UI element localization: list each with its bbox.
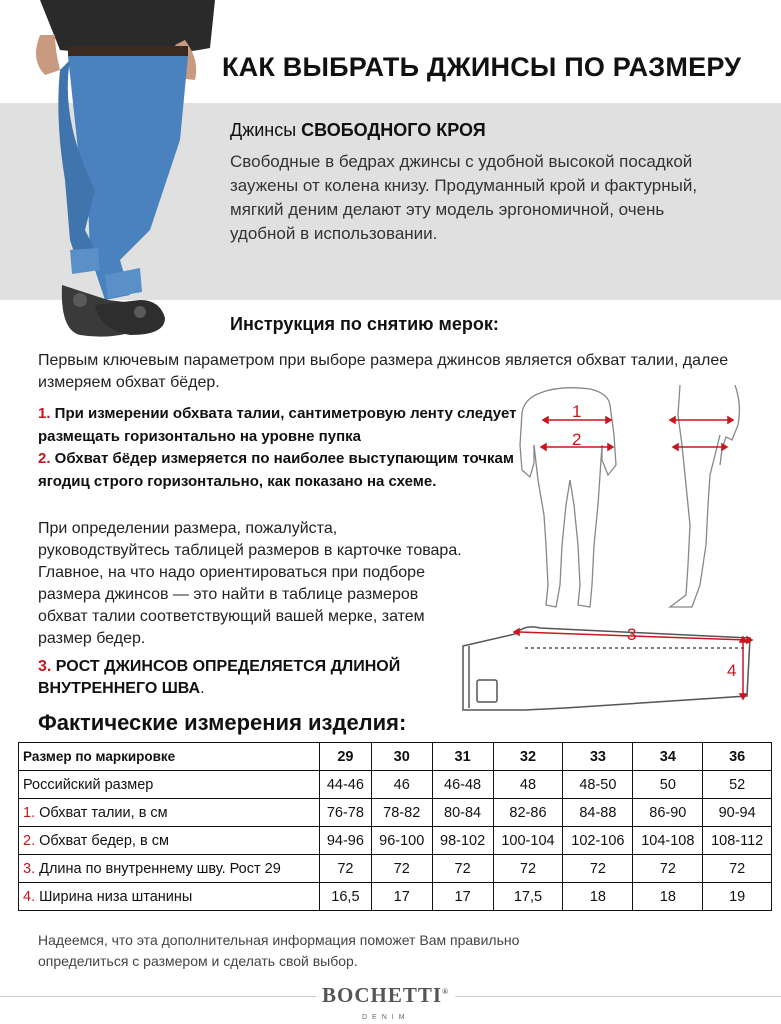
size-header-cell: 30 <box>371 743 432 771</box>
footer-note: Надеемся, что эта дополнительная информация поможет Вам правильно определиться с размером и сделать свой выбор. <box>38 932 520 969</box>
value-cell: 17 <box>432 883 493 911</box>
value-cell: 102-106 <box>563 827 633 855</box>
page-title: КАК ВЫБРАТЬ ДЖИНСЫ ПО РАЗМЕРУ <box>222 52 742 82</box>
value-cell: 19 <box>703 883 772 911</box>
value-cell: 72 <box>320 855 372 883</box>
table-row <box>19 883 772 911</box>
value-cell: 76-78 <box>320 799 372 827</box>
row-number: 1. <box>23 804 36 821</box>
body-measurement-diagram <box>510 385 770 615</box>
table-title: Фактические измерения изделия: <box>38 710 407 735</box>
row-label-cell <box>19 799 320 827</box>
subtitle-bold: СВОБОДНОГО КРОЯ <box>301 120 486 140</box>
value-cell: 72 <box>432 855 493 883</box>
row-label-cell <box>19 883 320 911</box>
pants-label-3: 3 <box>627 625 637 644</box>
size-header-cell: 36 <box>703 743 772 771</box>
step3-number: 3. <box>38 658 52 675</box>
row-label: Ширина низа штанины <box>35 888 193 905</box>
step3-inseam <box>38 656 458 700</box>
value-cell: 84-88 <box>563 799 633 827</box>
jeans-description: Свободные в бедрах джинсы с удобной высокой посадкой заужены от колена книзу. Продуманный крой и фактурный, мягкий деним делают эту модель эргономичной, очень удобной в использовании. <box>230 152 698 243</box>
size-header-cell: 32 <box>493 743 563 771</box>
size-table <box>18 742 772 911</box>
value-cell: 44-46 <box>320 771 372 799</box>
row-number: 2. <box>23 832 36 849</box>
value-cell: 90-94 <box>703 799 772 827</box>
instructions-title: Инструкция по снятию мерок: <box>230 314 499 334</box>
size-header-cell: 29 <box>320 743 372 771</box>
step3-end: . <box>200 680 205 697</box>
step3-text: РОСТ ДЖИНСОВ ОПРЕДЕЛЯЕТСЯ ДЛИНОЙ ВНУТРЕННЕГО ШВА <box>38 658 401 697</box>
row-number: 4. <box>23 888 36 905</box>
value-cell: 18 <box>633 883 703 911</box>
size-header-cell: 33 <box>563 743 633 771</box>
brand-name: BOCHETTI <box>322 983 443 1007</box>
value-cell: 108-112 <box>703 827 772 855</box>
value-cell: 98-102 <box>432 827 493 855</box>
value-cell: 80-84 <box>432 799 493 827</box>
value-cell: 72 <box>633 855 703 883</box>
instructions-intro: Первым ключевым параметром при выборе размера джинсов является обхват талии, далее измеряем обхват бёдер. <box>38 352 729 391</box>
step1-number: 1. <box>38 405 51 422</box>
row-label: Обхват бедер, в см <box>35 832 169 849</box>
table-header-row <box>19 743 772 771</box>
row-label: Российский размер <box>23 776 154 793</box>
brand-mark: ® <box>442 987 450 996</box>
value-cell: 72 <box>563 855 633 883</box>
value-cell: 78-82 <box>371 799 432 827</box>
subtitle-prefix: Джинсы <box>230 120 302 140</box>
row-label-cell <box>19 827 320 855</box>
value-cell: 46 <box>371 771 432 799</box>
value-cell: 72 <box>371 855 432 883</box>
step2-text: Обхват бёдер измеряется по наиболее выступающим точкам ягодиц строго горизонтально, как показано на схеме. <box>38 450 514 490</box>
jeans-type-heading <box>230 120 486 141</box>
measure-steps <box>38 403 518 493</box>
value-cell: 17,5 <box>493 883 563 911</box>
value-cell: 48 <box>493 771 563 799</box>
pants-label-4: 4 <box>727 661 737 680</box>
row-number: 3. <box>23 860 36 877</box>
brand-subtitle: DENIM <box>362 1014 410 1021</box>
table-row <box>19 771 772 799</box>
value-cell: 94-96 <box>320 827 372 855</box>
value-cell: 100-104 <box>493 827 563 855</box>
value-cell: 17 <box>371 883 432 911</box>
row-label: Обхват талии, в см <box>35 804 168 821</box>
value-cell: 72 <box>703 855 772 883</box>
row-label-cell <box>19 771 320 799</box>
value-cell: 16,5 <box>320 883 372 911</box>
table-row <box>19 799 772 827</box>
body-label-2: 2 <box>572 430 582 449</box>
value-cell: 104-108 <box>633 827 703 855</box>
model-photo <box>0 0 230 345</box>
table-row <box>19 855 772 883</box>
value-cell: 96-100 <box>371 827 432 855</box>
value-cell: 72 <box>493 855 563 883</box>
value-cell: 52 <box>703 771 772 799</box>
brand-logo <box>316 983 455 1008</box>
value-cell: 82-86 <box>493 799 563 827</box>
value-cell: 48-50 <box>563 771 633 799</box>
pants-measurement-diagram <box>455 618 775 716</box>
header-label-cell: Размер по маркировке <box>19 743 320 771</box>
value-cell: 50 <box>633 771 703 799</box>
row-label-cell <box>19 855 320 883</box>
step2-number: 2. <box>38 450 51 467</box>
body-label-1: 1 <box>572 402 582 421</box>
value-cell: 46-48 <box>432 771 493 799</box>
value-cell: 18 <box>563 883 633 911</box>
size-header-cell: 34 <box>633 743 703 771</box>
value-cell: 86-90 <box>633 799 703 827</box>
row-label: Длина по внутреннему шву. Рост 29 <box>35 860 281 877</box>
size-advice-paragraph: При определении размера, пожалуйста, руководствуйтесь таблицей размеров в карточке товара. Главное, на что надо ориентироваться при подборе размера джинсов — это найти в таблице размеров обхват талии соответствующий вашей мерке, затем размер бедер. <box>38 520 462 647</box>
size-header-cell: 31 <box>432 743 493 771</box>
step1-text: При измерении обхвата талии, сантиметровую ленту следует размещать горизонтально на уровне пупка <box>38 405 517 445</box>
table-row <box>19 827 772 855</box>
